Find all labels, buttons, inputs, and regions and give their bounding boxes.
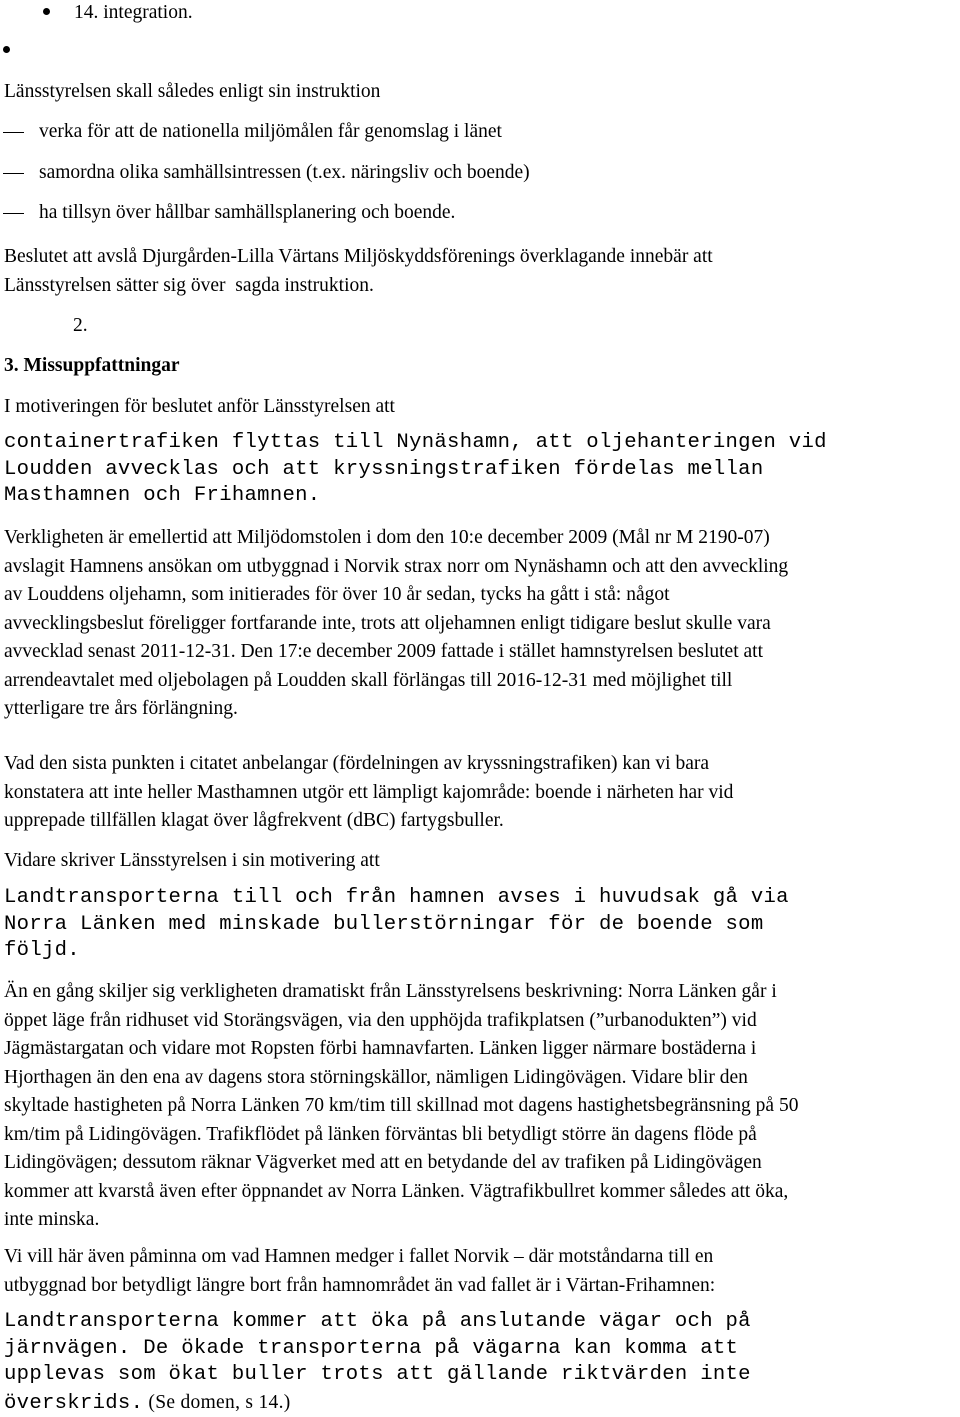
remind-paragraph xyxy=(4,1243,960,1300)
quote-line: Loudden avvecklas och att kryssningstrafiken fördelas mellan xyxy=(4,457,960,484)
text-line: ytterligare tre års förlängning. xyxy=(4,695,960,724)
text-line: Hjorthagen än den ena av dagens stora störningskällor, nämligen Lidingövägen. Vidare blir den xyxy=(4,1064,960,1093)
citation: (Se domen, s 14.) xyxy=(143,1392,290,1413)
motivation-intro: I motiveringen för beslutet anför Länsstyrelsen att xyxy=(4,393,960,422)
quote-line: Norra Länken med minskade bullerstörningar för de boende som xyxy=(4,912,960,939)
text-line: upprepade tillfällen klagat över lågfrekvent (dBC) fartygsbuller. xyxy=(4,807,960,836)
quote-line: upplevas som ökat buller trots att gällande riktvärden inte xyxy=(4,1362,960,1389)
numbered-item-2: 2. xyxy=(73,312,960,341)
dash-item-text: ha tillsyn över hållbar samhällsplanering och boende. xyxy=(39,199,455,228)
bullet-dot-empty xyxy=(3,46,10,53)
quote-line-end: överskrids. xyxy=(4,1392,143,1415)
text-line: Vi vill här även påminna om vad Hamnen medger i fallet Norvik – där motståndarna till en xyxy=(4,1243,960,1272)
dash-item-text: samordna olika samhällsintressen (t.ex. näringsliv och boende) xyxy=(39,159,530,188)
quote-block xyxy=(4,430,960,510)
dash-item-text: verka för att de nationella miljömålen får genomslag i länet xyxy=(39,118,502,147)
again-paragraph xyxy=(4,978,960,1235)
quote-block xyxy=(4,1309,960,1417)
reality-paragraph xyxy=(4,524,960,724)
text-line: Lidingövägen; dessutom räknar Vägverket med att en betydande del av trafiken på Lidingövägen xyxy=(4,1149,960,1178)
text-line: skyltade hastigheten på Norra Länken 70 km/tim till skillnad mot dagens hastighetsbegränsning på 50 xyxy=(4,1092,960,1121)
text-line: konstatera att inte heller Masthamnen utgör ett lämpligt kajområde: boende i närheten har vid xyxy=(4,779,960,808)
dash-list-item xyxy=(0,199,960,227)
text-line: utbyggnad bor betydligt längre bort från hamnområdet än vad fallet är i Värtan-Frihamnen: xyxy=(4,1272,960,1301)
text-line: avvecklingsbeslut föreligger fortfarande inte, trots att oljehamnen enligt tidigare beslut skulle vara xyxy=(4,610,960,639)
section-heading: 3. Missuppfattningar xyxy=(4,352,960,381)
dash-marker xyxy=(3,132,24,133)
dash-marker xyxy=(3,173,24,174)
quote-line: Landtransporterna kommer att öka på anslutande vägar och på xyxy=(4,1309,960,1336)
dash-list-item xyxy=(0,118,960,146)
text-line: avvecklad senast 2011-12-31. Den 17:e december 2009 fattade i stället hamnstyrelsen beslutet att xyxy=(4,638,960,667)
text-line: Verkligheten är emellertid att Miljödomstolen i dom den 10:e december 2009 (Mål nr M 2190-07) xyxy=(4,524,960,553)
quote-line: containertrafiken flyttas till Nynäshamn, att oljehanteringen vid xyxy=(4,430,960,457)
quote-line: Masthamnen och Frihamnen. xyxy=(4,483,960,510)
text-line: arrendeavtalet med oljebolagen på Loudden skall förlängas till 2016-12-31 med möjlighet till xyxy=(4,667,960,696)
list-item-14: 14. integration. xyxy=(74,0,960,28)
text-line: Jägmästargatan och vidare mot Ropsten förbi hamnavfarten. Länken ligger närmare bostäderna i xyxy=(4,1035,960,1064)
further-intro: Vidare skriver Länsstyrelsen i sin motivering att xyxy=(4,847,960,876)
text-line: Än en gång skiljer sig verkligheten dramatiskt från Länsstyrelsens beskrivning: Norra Länken går i xyxy=(4,978,960,1007)
quote-block xyxy=(4,885,960,965)
cruise-paragraph xyxy=(4,750,960,836)
text-line: öppet läge från ridhuset vid Storängsvägen, via den upphöjda trafikplatsen (”urbanodukten”) vid xyxy=(4,1007,960,1036)
quote-line: järnvägen. De ökade transporterna på vägarna kan komma att xyxy=(4,1336,960,1363)
quote-line: följd. xyxy=(4,938,960,965)
text-line: avslagit Hamnens ansökan om utbyggnad i Norvik strax norr om Nynäshamn och att den avveckling xyxy=(4,553,960,582)
text-line: Beslutet att avslå Djurgården-Lilla Värtans Miljöskyddsförenings överklagande innebär att xyxy=(4,243,960,272)
text-line: Vad den sista punkten i citatet anbelangar (fördelningen av kryssningstrafiken) kan vi bara xyxy=(4,750,960,779)
intro-paragraph: Länsstyrelsen skall således enligt sin instruktion xyxy=(4,78,960,107)
decision-paragraph xyxy=(4,243,960,300)
text-line: inte minska. xyxy=(4,1206,960,1235)
quote-last-line xyxy=(4,1389,960,1417)
quote-line: Landtransporterna till och från hamnen avses i huvudsak gå via xyxy=(4,885,960,912)
text-line: av Louddens oljehamn, som initierades för över 10 år sedan, tycks ha gått i stå: något xyxy=(4,581,960,610)
bullet-dot xyxy=(43,8,50,15)
text-line: km/tim på Lidingövägen. Trafikflödet på länken förväntas bli betydligt större än dagens flöde på xyxy=(4,1121,960,1150)
dash-list-item xyxy=(0,159,960,187)
text-line: kommer att kvarstå även efter öppnandet av Norra Länken. Vägtrafikbullret kommer således att öka, xyxy=(4,1178,960,1207)
text-line: Länsstyrelsen sätter sig över sagda instruktion. xyxy=(4,272,960,301)
dash-marker xyxy=(3,213,24,214)
